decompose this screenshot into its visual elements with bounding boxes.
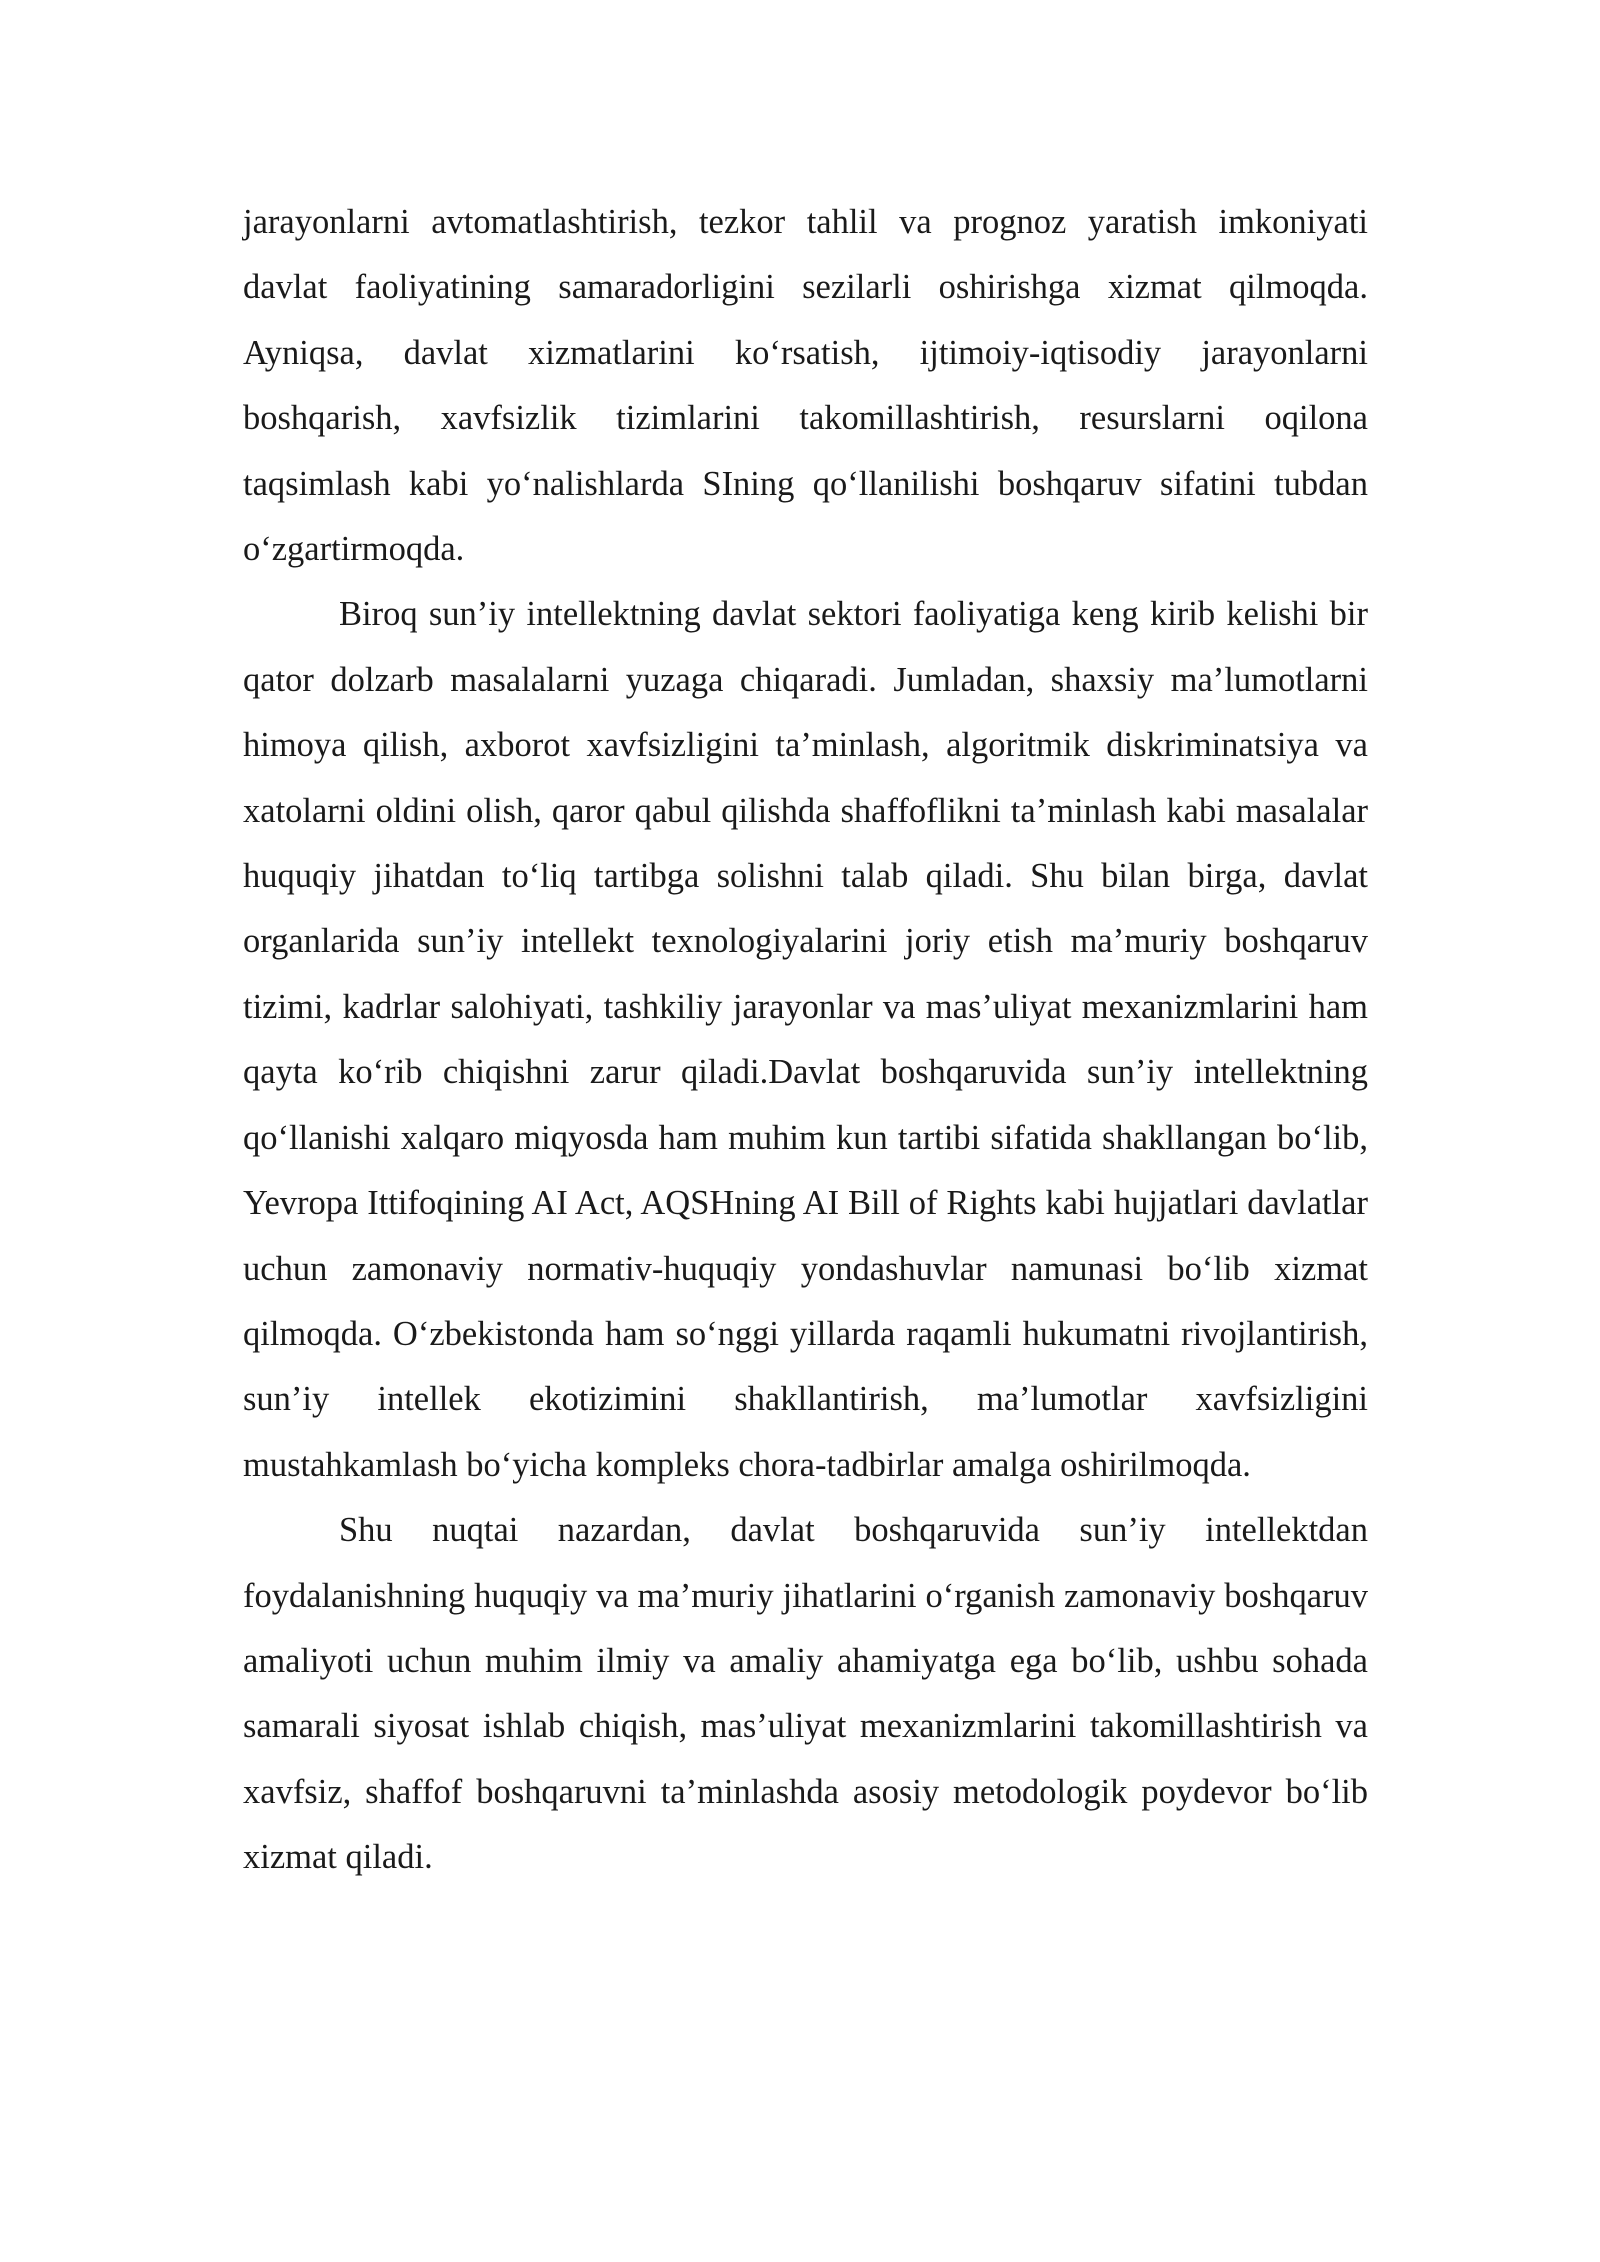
paragraph: Shu nuqtai nazardan, davlat boshqaruvida sun’iy intellektdan foydalanishning huquqiy va ma’muriy jihatlarini o‘rganish zamonaviy boshqaruv amaliyoti uchun muhim ilmiy va amaliy ahamiyatga ega bo‘lib, ushbu sohada samarali siyosat ishlab chiqish, mas’uliyat mexanizmlarini takomillashtirish va xavfsiz, shaffof boshqaruvni ta’minlashda asosiy metodologik poydevor bo‘lib xizmat qiladi. bbox=[243, 1511, 1368, 1877]
paragraph-continued: jarayonlarni avtomatlashtirish, tezkor tahlil va prognoz yaratish imkoniyati davlat faoliyatining samaradorligini sezilarli oshirishga xizmat qilmoqda. Ayniqsa, davlat xizmatlarini ko‘rsatish, ijtimoiy-iqtisodiy jarayonlarni boshqarish, xavfsizlik tizimlarini takomillashtirish, resurslarni oqilona taqsimlash kabi yo‘nalishlarda SIning qo‘llanilishi boshqaruv sifatini tubdan o‘zgartirmoqda. bbox=[243, 203, 1368, 569]
paragraph: Biroq sun’iy intellektning davlat sektori faoliyatiga keng kirib kelishi bir qator dolzarb masalalarni yuzaga chiqaradi. Jumladan, shaxsiy ma’lumotlarni himoya qilish, axborot xavfsizligini ta’minlash, algoritmik diskriminatsiya va xatolarni oldini olish, qaror qabul qilishda shaffoflikni ta’minlash kabi masalalar huquqiy jihatdan to‘liq tartibga solishni talab qiladi. Shu bilan birga, davlat organlarida sun’iy intellekt texnologiyalarini joriy etish ma’muriy boshqaruv tizimi, kadrlar salohiyati, tashkiliy jarayonlar va mas’uliyat mexanizmlarini ham qayta ko‘rib chiqishni zarur qiladi.Davlat boshqaruvida sun’iy intellektning qo‘llanishi xalqaro miqyosda ham muhim kun tartibi sifatida shakllangan bo‘lib, Yevropa Ittifoqining AI Act, AQSHning AI Bill of Rights kabi hujjatlari davlatlar uchun zamonaviy normativ-huquqiy yondashuvlar namunasi bo‘lib xizmat qilmoqda. O‘zbekistonda ham so‘nggi yillarda raqamli hukumatni rivojlantirish, sun’iy intellek ekotizimini shakllantirish, ma’lumotlar xavfsizligini mustahkamlash bo‘yicha kompleks chora-tadbirlar amalga oshirilmoqda. bbox=[243, 595, 1368, 1484]
document-body bbox=[243, 190, 1368, 1891]
